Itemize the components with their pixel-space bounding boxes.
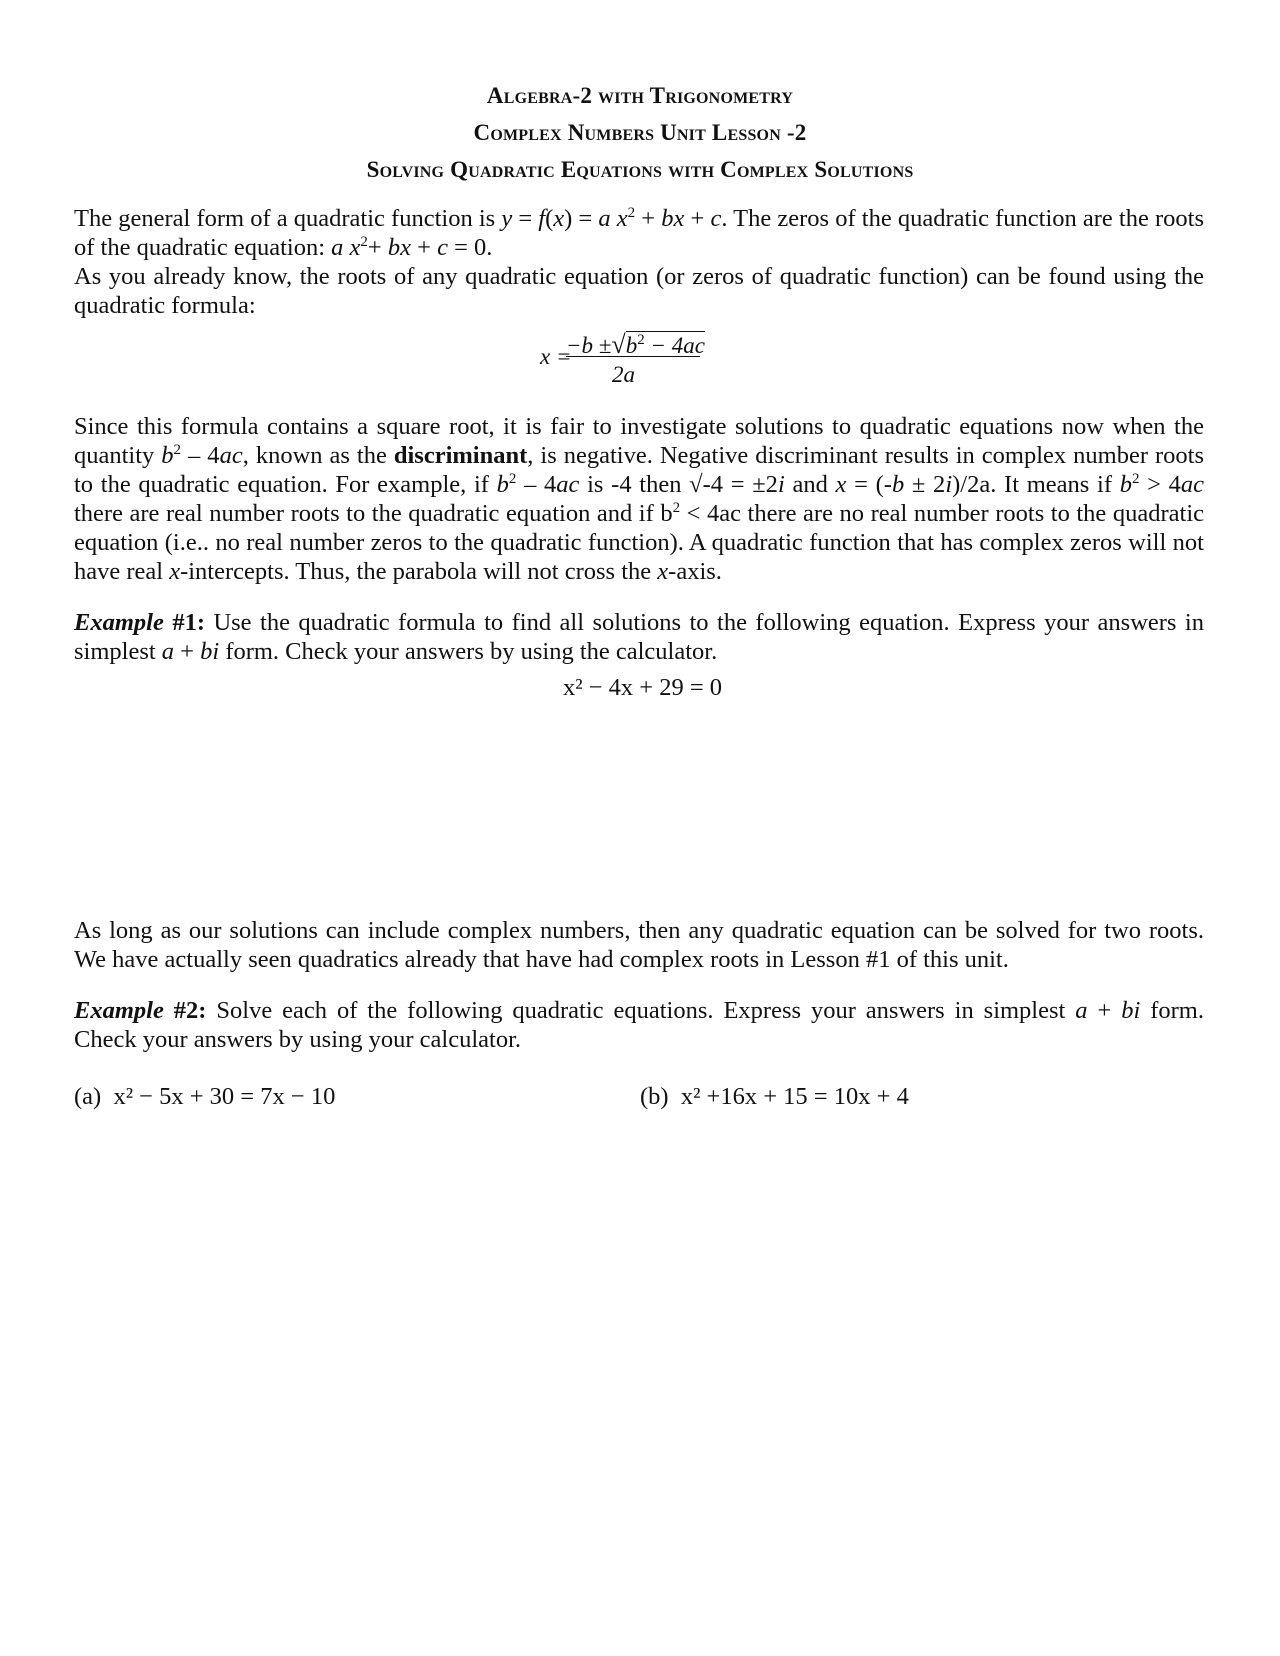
quadratic-formula: x = $-b \pm√b^2 - 4ac$ 2a (540, 330, 705, 387)
intro-paragraph: The general form of a quadratic function is y = f(x) = a $x^2$ + bx + c. The zeros of the quadratic function are the roots of the quadratic equation: a $x^2+$ bx + c = 0. As you already know, the roots of any quadratic equation (or zeros of quadratic function) can be found using the quadratic formula: (74, 205, 1204, 319)
part-a-equation: x² − 5x + 30 = 7x − 10 (113, 1083, 336, 1110)
example-2-prompt: Example #2: Solve each of the following quadratic equations. Express your answers in simplest a + bi form. Check your answers by using your calculator. (74, 997, 1204, 1053)
discriminant-term: discriminant (393, 442, 528, 469)
discriminant-paragraph: Since this formula contains a square root, it is fair to investigate solutions to quadratic equations now when the quantity $b^2 - 4ac$, known as the discriminant, is negative. Negative discriminant results in complex number roots to the quadratic equation. For example, if $b^2 - 4ac$ is -4 then √-4 = ±2i and x = (-b ± 2i)/2a. It means if $b^2 > 4ac$ there are real number roots to the quadratic equation and if $b^2 < 4ac$ there are no real number roots to the quadratic equation (i.e.. no real number zeros to the quadratic function). A quadratic function that has complex zeros will not have real x-intercepts. Thus, the parabola will not cross the x-axis. (74, 413, 1205, 585)
example-2-part-a: (a) x² − 5x + 30 = 7x − 10 (74, 1083, 336, 1110)
lesson-title: Solving Quadratic Equations with Complex Solutions (366, 157, 914, 182)
part-b-equation: x² +16x + 15 = 10x + 4 (680, 1083, 909, 1110)
example-1-equation: x² − 4x + 29 = 0 (563, 674, 723, 701)
formula-numerator: $-b \pm√b^2 - 4ac$ (566, 330, 705, 359)
example-1-prompt: Example #1: Use the quadratic formula to find all solutions to the following equation. Express your answers in simplest a + bi form. Check your answers by using the calculator. (74, 609, 1204, 665)
fraction-bar (566, 356, 700, 357)
unit-title: Complex Numbers Unit Lesson -2 (473, 120, 807, 145)
closing-paragraph: As long as our solutions can include complex numbers, then any quadratic equation can be solved for two roots. We have actually seen quadratics already that have had complex roots in Lesson #1 of this unit. (74, 917, 1204, 973)
formula-denominator: 2a (612, 362, 635, 387)
example-2-part-b: (b) x² +16x + 15 = 10x + 4 (640, 1083, 909, 1110)
course-title: Algebra-2 with Trigonometry (486, 83, 794, 108)
